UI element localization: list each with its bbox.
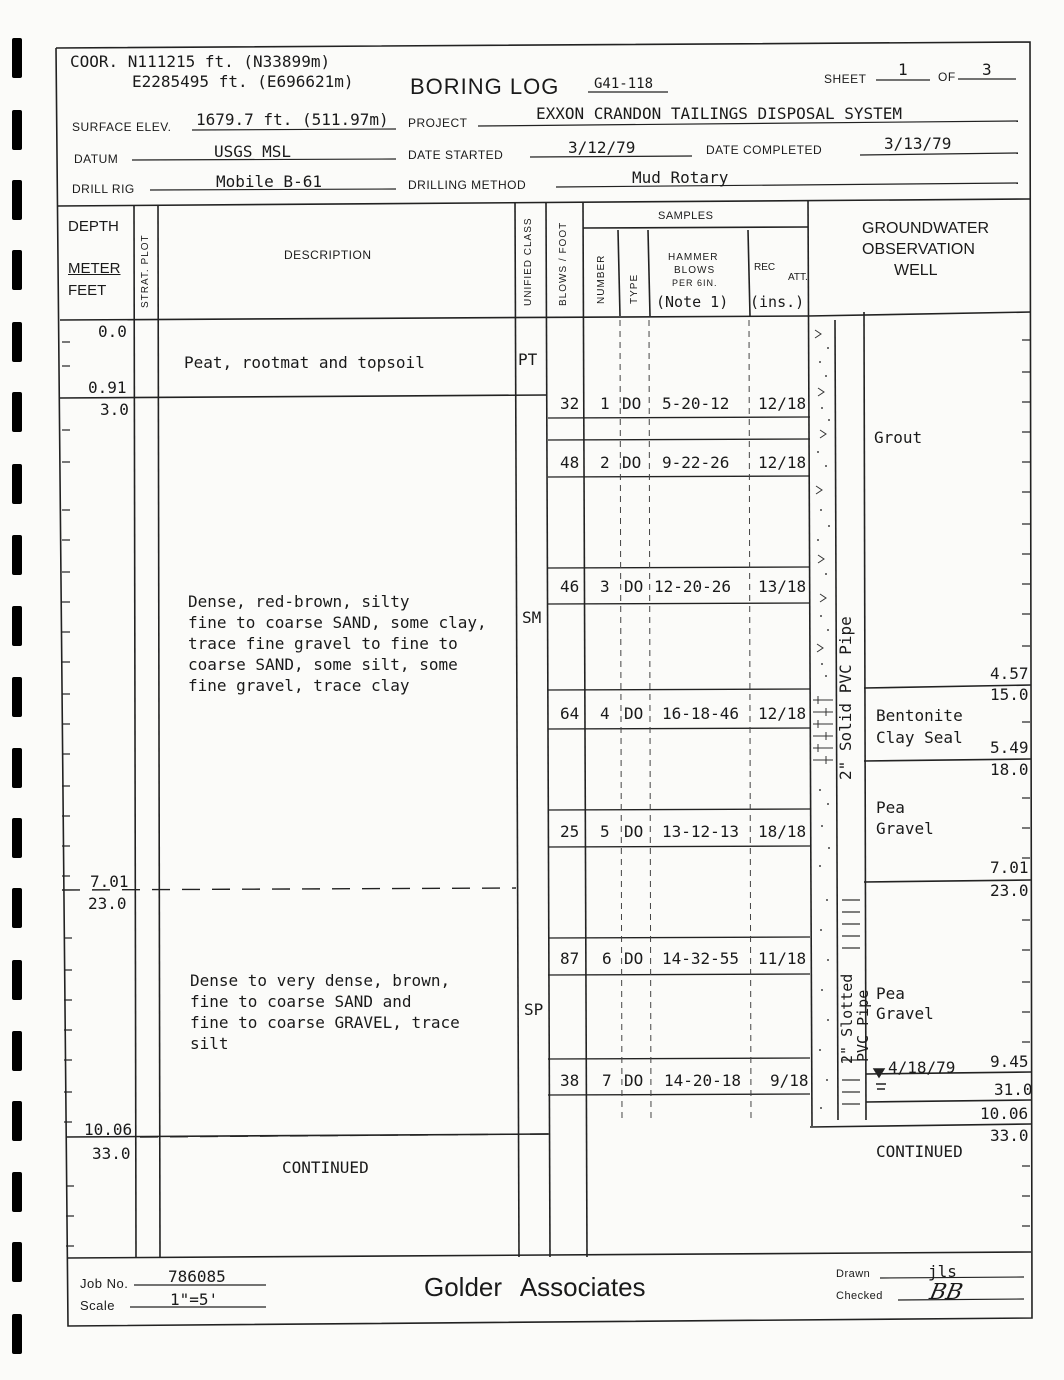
datum-value: USGS MSL (214, 142, 292, 161)
drilling-method-label: DRILLING METHOD (408, 178, 527, 192)
depth-23-feet: 23.0 (88, 894, 127, 913)
surface-elev-label: SURFACE ELEV. (72, 120, 172, 134)
well-header: WELL (894, 262, 938, 279)
observation-header: OBSERVATION (862, 241, 975, 258)
coordinates-east: E2285495 ft. (E696621m) (132, 72, 354, 91)
grout-label: Grout (874, 428, 923, 447)
sample-number: 4 (600, 704, 610, 723)
sample-type: DO (624, 704, 644, 723)
sample-hammer-blows: 13-12-13 (662, 822, 740, 841)
well-depth-feet: 15.0 (990, 685, 1029, 704)
sample-recovery: 9/18 (770, 1071, 809, 1090)
job-no-value: 786085 (168, 1267, 226, 1286)
sample-type: DO (624, 949, 644, 968)
depth-3-feet: 3.0 (100, 400, 129, 419)
date-started-value: 3/12/79 (568, 138, 636, 157)
well-depth-feet: 31.0 (994, 1080, 1033, 1099)
surface-elev-value: 1679.7 ft. (511.97m) (196, 110, 389, 129)
sample-recovery: 12/18 (758, 394, 807, 413)
project-label: PROJECT (408, 116, 468, 130)
blows-header: BLOWS (674, 265, 716, 276)
date-completed-label: DATE COMPLETED (706, 143, 823, 157)
sample-type: DO (622, 394, 642, 413)
depth-0-91-meter: 0.91 (88, 378, 127, 397)
boring-id: G41-118 (594, 76, 654, 92)
att-header: ATT. (788, 272, 808, 283)
well-depth-feet: 18.0 (990, 760, 1029, 779)
rec-header: REC (754, 262, 776, 273)
depth-7-01-meter: 7.01 (90, 872, 129, 891)
sheet-total: 3 (982, 60, 992, 79)
date-started-label: DATE STARTED (408, 148, 504, 162)
drawn-label: Drawn (836, 1268, 871, 1280)
hammer-header: HAMMER (668, 252, 719, 263)
drill-rig-label: DRILL RIG (72, 182, 135, 196)
well-depth-meter: 10.06 (980, 1104, 1029, 1123)
well-depth-meter: 5.49 (990, 738, 1029, 757)
job-no-label: Job No. (80, 1276, 129, 1291)
coordinates-north: COOR. N111215 ft. (N33899m) (70, 52, 331, 71)
sample-blows: 32 (560, 394, 580, 413)
sample-number: 7 (602, 1071, 612, 1090)
sample-hammer-blows: 16-18-46 (662, 704, 740, 723)
slotted-pvc-pipe-label: 2" Slotted (838, 973, 856, 1064)
pea-gravel-label: Pea (876, 984, 905, 1003)
per-6in-header: PER 6IN. (672, 278, 718, 288)
sample-type: DO (624, 822, 644, 841)
groundwater-header: GROUNDWATER (862, 220, 990, 237)
sample-hammer-blows: 9-22-26 (662, 453, 730, 472)
sample-recovery: 18/18 (758, 822, 807, 841)
blows-foot-header: BLOWS / FOOT (558, 221, 569, 306)
pea-gravel-label: Gravel (876, 819, 934, 838)
note-1-header: (Note 1) (656, 293, 729, 311)
unified-class-header: UNIFIED CLASS (523, 217, 534, 306)
clay-seal-label: Clay Seal (876, 728, 963, 747)
depth-header: DEPTH (68, 218, 119, 235)
pea-gravel-label: Gravel (876, 1004, 934, 1023)
type-header: TYPE (629, 273, 640, 304)
sample-number: 5 (600, 822, 610, 841)
ins-header: (ins.) (750, 293, 805, 311)
sample-blows: 87 (560, 949, 580, 968)
sample-type: DO (624, 577, 644, 596)
sample-recovery: 13/18 (758, 577, 807, 596)
depth-0-feet: 0.0 (98, 322, 127, 341)
sample-blows: 48 (560, 453, 580, 472)
layer-description: Dense, red-brown, silty fine to coarse SAND, some clay, trace fine gravel to fine to coarse SAND, some silt, some fine gravel, trace clay (188, 592, 487, 695)
sample-recovery: 11/18 (758, 949, 807, 968)
sample-number: 1 (600, 394, 610, 413)
project-value: EXXON CRANDON TAILINGS DISPOSAL SYSTEM (536, 104, 903, 123)
sample-hammer-blows: 14-20-18 (664, 1071, 742, 1090)
scale-label: Scale (80, 1298, 116, 1313)
form-title: BORING LOG (410, 74, 560, 99)
layer-class: SM (522, 608, 542, 627)
depth-33-feet: 33.0 (92, 1144, 131, 1163)
layer-class: SP (524, 1000, 544, 1019)
description-header: DESCRIPTION (284, 248, 372, 262)
sheet-number: 1 (898, 60, 908, 79)
sample-number: 2 (600, 453, 610, 472)
datum-label: DATUM (74, 152, 119, 166)
continued-label: CONTINUED (282, 1158, 369, 1177)
drilling-method-value: Mud Rotary (632, 168, 729, 187)
well-depth-meter: 9.45 (990, 1052, 1029, 1071)
slotted-pvc-pipe-label: PVC Pipe (854, 989, 872, 1062)
layer-description: Dense to very dense, brown, fine to coarse SAND and fine to coarse GRAVEL, trace silt (190, 971, 460, 1053)
sample-blows: 38 (560, 1071, 580, 1090)
drill-rig-value: Mobile B-61 (216, 172, 322, 191)
depth-10-06-meter: 10.06 (84, 1120, 133, 1139)
date-completed-value: 3/13/79 (884, 134, 952, 153)
sample-blows: 25 (560, 822, 580, 841)
layer-class: PT (518, 350, 538, 369)
drawn-by: jls (928, 1262, 957, 1281)
sample-hammer-blows: 5-20-12 (662, 394, 730, 413)
water-level-date: 4/18/79 (888, 1058, 956, 1077)
meter-header: METER (68, 260, 121, 277)
sample-hammer-blows: 12-20-26 (654, 577, 732, 596)
sample-recovery: 12/18 (758, 704, 807, 723)
strat-plot-header: STRAT. PLOT (140, 234, 151, 308)
sheet-label: SHEET (824, 72, 867, 86)
sample-recovery: 12/18 (758, 453, 807, 472)
sample-blows: 46 (560, 577, 580, 596)
feet-header: FEET (68, 282, 107, 299)
samples-header: SAMPLES (658, 210, 714, 222)
sample-hammer-blows: 14-32-55 (662, 949, 740, 968)
well-depth-meter: 4.57 (990, 664, 1029, 683)
solid-pvc-pipe-label: 2" Solid PVC Pipe (836, 616, 855, 780)
layer-description: Peat, rootmat and topsoil (184, 353, 425, 372)
sample-number: 3 (600, 577, 610, 596)
sample-blows: 64 (560, 704, 580, 723)
well-depth-feet: 33.0 (990, 1126, 1029, 1145)
well-depth-feet: 23.0 (990, 881, 1029, 900)
well-continued-label: CONTINUED (876, 1142, 963, 1161)
checked-label: Checked (836, 1290, 883, 1302)
company-name: Golder Associates (424, 1272, 646, 1302)
scale-value: 1"=5' (170, 1290, 219, 1309)
number-header: NUMBER (596, 254, 607, 304)
of-label: OF (938, 70, 956, 84)
bentonite-label: Bentonite (876, 706, 963, 725)
well-depth-meter: 7.01 (990, 858, 1029, 877)
checked-by-signature: BB (927, 1280, 966, 1305)
sample-number: 6 (602, 949, 612, 968)
sample-type: DO (624, 1071, 644, 1090)
pea-gravel-label: Pea (876, 798, 905, 817)
sample-type: DO (622, 453, 642, 472)
